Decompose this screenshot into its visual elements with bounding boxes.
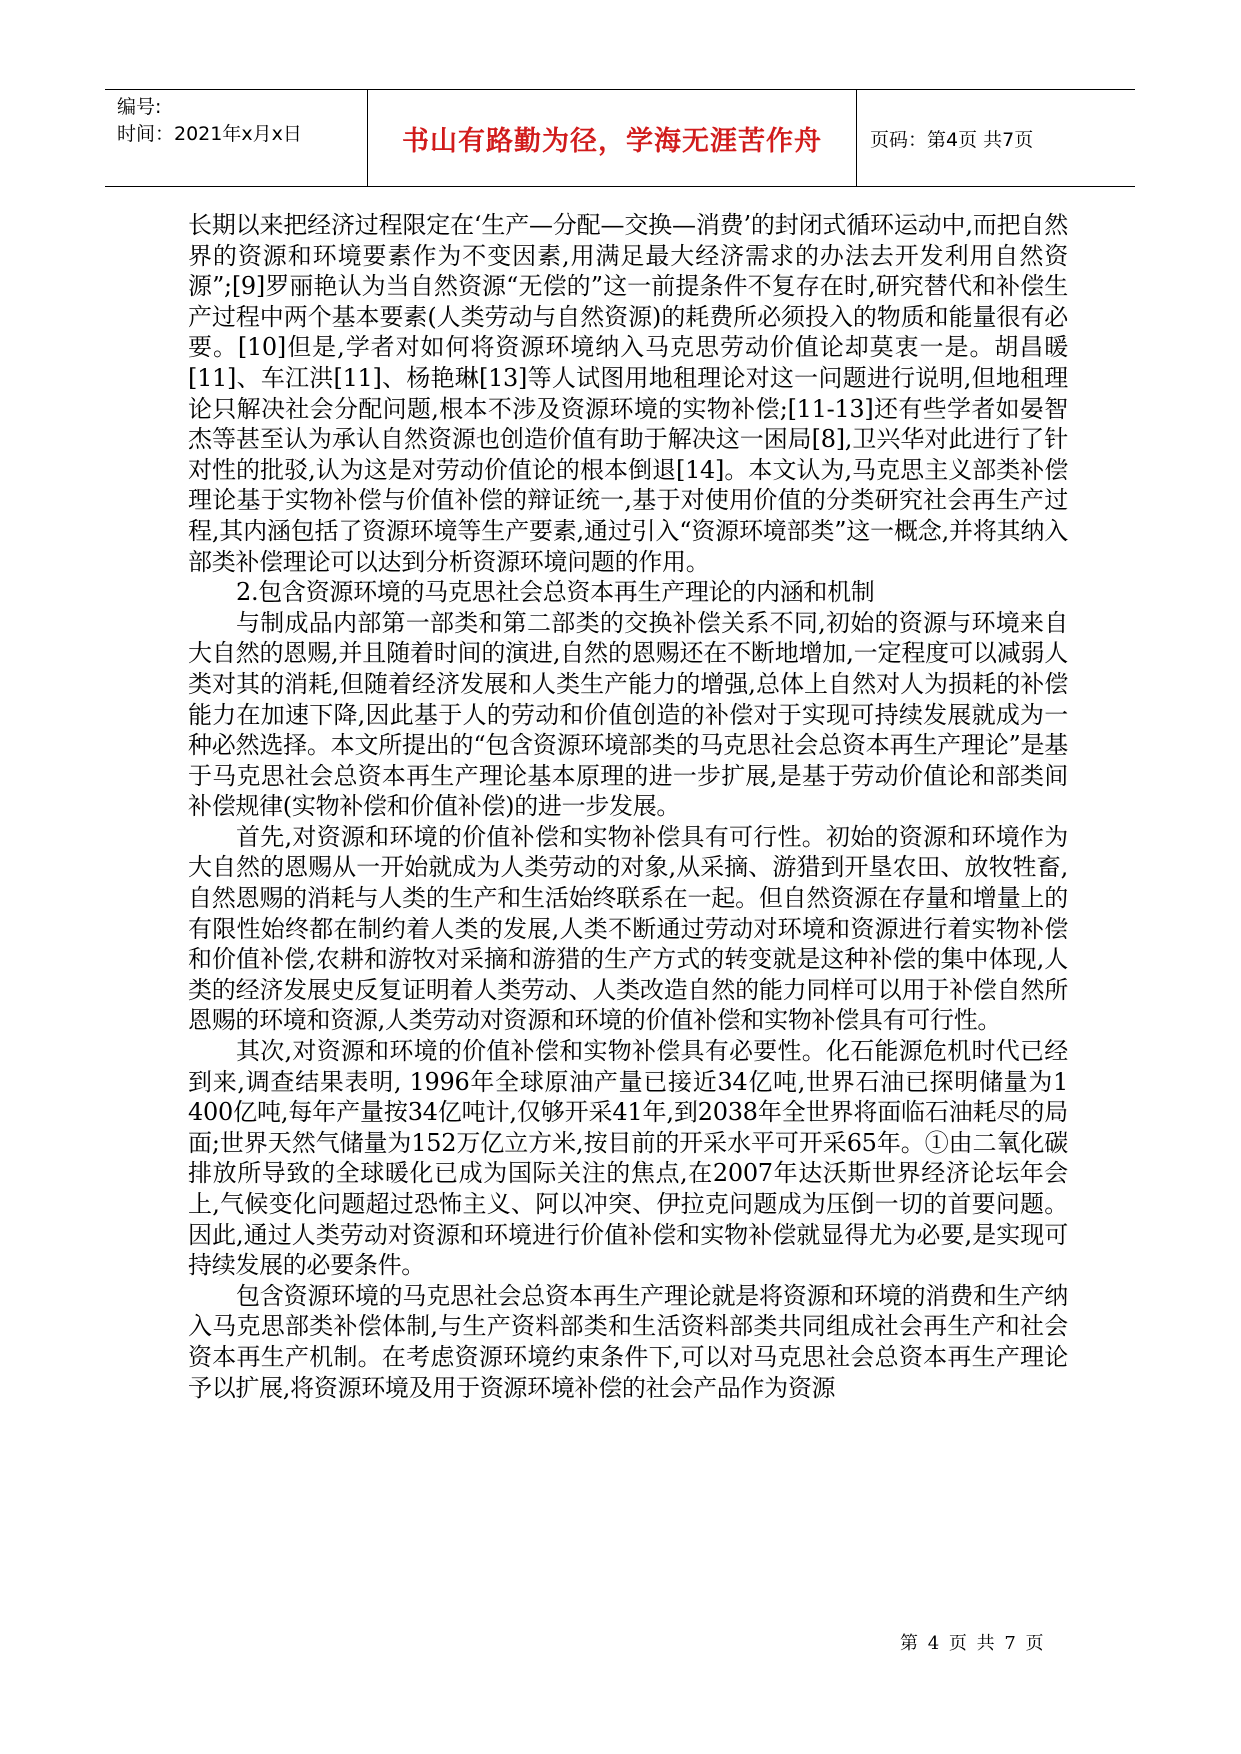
body-paragraph: 包含资源环境的马克思社会总资本再生产理论就是将资源和环境的消费和生产纳入马克思部类补偿体制,与生产资料部类和生活资料部类共同组成社会再生产和社会资本再生产机制。在考虑资源环境约束条件下,可以对马克思社会总资本再生产理论予以扩展,将资源环境及用于资源环境补偿的社会产品作为资源 xyxy=(188,1281,1068,1402)
header-motto: 书山有路勤为径，学海无涯苦作舟 xyxy=(402,125,822,157)
page-footer-number: 第 4 页 共 7 页 xyxy=(900,1633,1046,1654)
body-paragraph: 首先,对资源和环境的价值补偿和实物补偿具有可行性。初始的资源和环境作为大自然的恩赐从一开始就成为人类劳动的对象,从采摘、游猎到开垦农田、放牧牲畜,自然恩赐的消耗与人类的生产和生活始终联系在一起。但自然资源在存量和增量上的有限性始终都在制约着人类的发展,人类不断通过劳动对环境和资源进行着实物补偿和价值补偿,农耕和游牧对采摘和游猎的生产方式的转变就是这种补偿的集中体现,人类的经济发展史反复证明着人类劳动、人类改造自然的能力同样可以用于补偿自然所恩赐的环境和资源,人类劳动对资源和环境的价值补偿和实物补偿具有可行性。 xyxy=(188,822,1068,1035)
page-header xyxy=(105,89,1135,187)
header-meta xyxy=(117,94,367,148)
document-time-label: 时间：2021年x月x日 xyxy=(117,123,302,145)
body-paragraph: 与制成品内部第一部类和第二部类的交换补偿关系不同,初始的资源与环境来自大自然的恩赐,并且随着时间的演进,自然的恩赐还在不断地增加,一定程度可以减弱人类对其的消耗,但随着经济发展和人类生产能力的增强,总体上自然对人为损耗的补偿能力在加速下降,因此基于人的劳动和价值创造的补偿对于实现可持续发展就成为一种必然选择。本文所提出的“包含资源环境部类的马克思社会总资本再生产理论”是基于马克思社会总资本再生产理论基本原理的进一步扩展,是基于劳动价值论和部类间补偿规律(实物补偿和价值补偿)的进一步发展。 xyxy=(188,608,1068,821)
document-body xyxy=(188,210,1068,1403)
body-paragraph: 长期以来把经济过程限定在‘生产—分配—交换—消费’的封闭式循环运动中,而把自然界的资源和环境要素作为不变因素,用满足最大经济需求的办法去开发利用自然资源”;[9]罗丽艳认为当自然资源“无偿的”这一前提条件不复存在时,研究替代和补偿生产过程中两个基本要素(人类劳动与自然资源)的耗费所必须投入的物质和能量很有必要。[10]但是,学者对如何将资源环境纳入马克思劳动价值论却莫衷一是。胡昌暖[11]、车江洪[11]、杨艳琳[13]等人试图用地租理论对这一问题进行说明,但地租理论只解决社会分配问题,根本不涉及资源环境的实物补偿;[11-13]还有些学者如晏智杰等甚至认为承认自然资源也创造价值有助于解决这一困局[8],卫兴华对此进行了针对性的批驳,认为这是对劳动价值论的根本倒退[14]。本文认为,马克思主义部类补偿理论基于实物补偿与价值补偿的辩证统一,基于对使用价值的分类研究社会再生产过程,其内涵包括了资源环境等生产要素,通过引入“资源环境部类”这一概念,并将其纳入部类补偿理论可以达到分析资源环境问题的作用。 xyxy=(188,211,1068,576)
header-page-code: 页码：第4页 共7页 xyxy=(870,128,1034,151)
section-heading: 2.包含资源环境的马克思社会总资本再生产理论的内涵和机制 xyxy=(236,578,875,607)
document-number-label: 编号: xyxy=(117,96,162,118)
header-divider xyxy=(856,90,857,186)
body-paragraph: 其次,对资源和环境的价值补偿和实物补偿具有必要性。化石能源危机时代已经到来,调查结果表明, 1996年全球原油产量已接近34亿吨,世界石油已探明储量为1 400亿吨,每年产量按34亿吨计,仅够开采41年,到2038年全世界将面临石油耗尽的局面;世界天然气储量为152万亿立方米,按目前的开采水平可开采65年。①由二氧化碳排放所导致的全球暖化已成为国际关注的焦点,在2007年达沃斯世界经济论坛年会上,气候变化问题超过恐怖主义、阿以冲突、伊拉克问题成为压倒一切的首要问题。因此,通过人类劳动对资源和环境进行价值补偿和实物补偿就显得尤为必要,是实现可持续发展的必要条件。 xyxy=(188,1037,1068,1280)
